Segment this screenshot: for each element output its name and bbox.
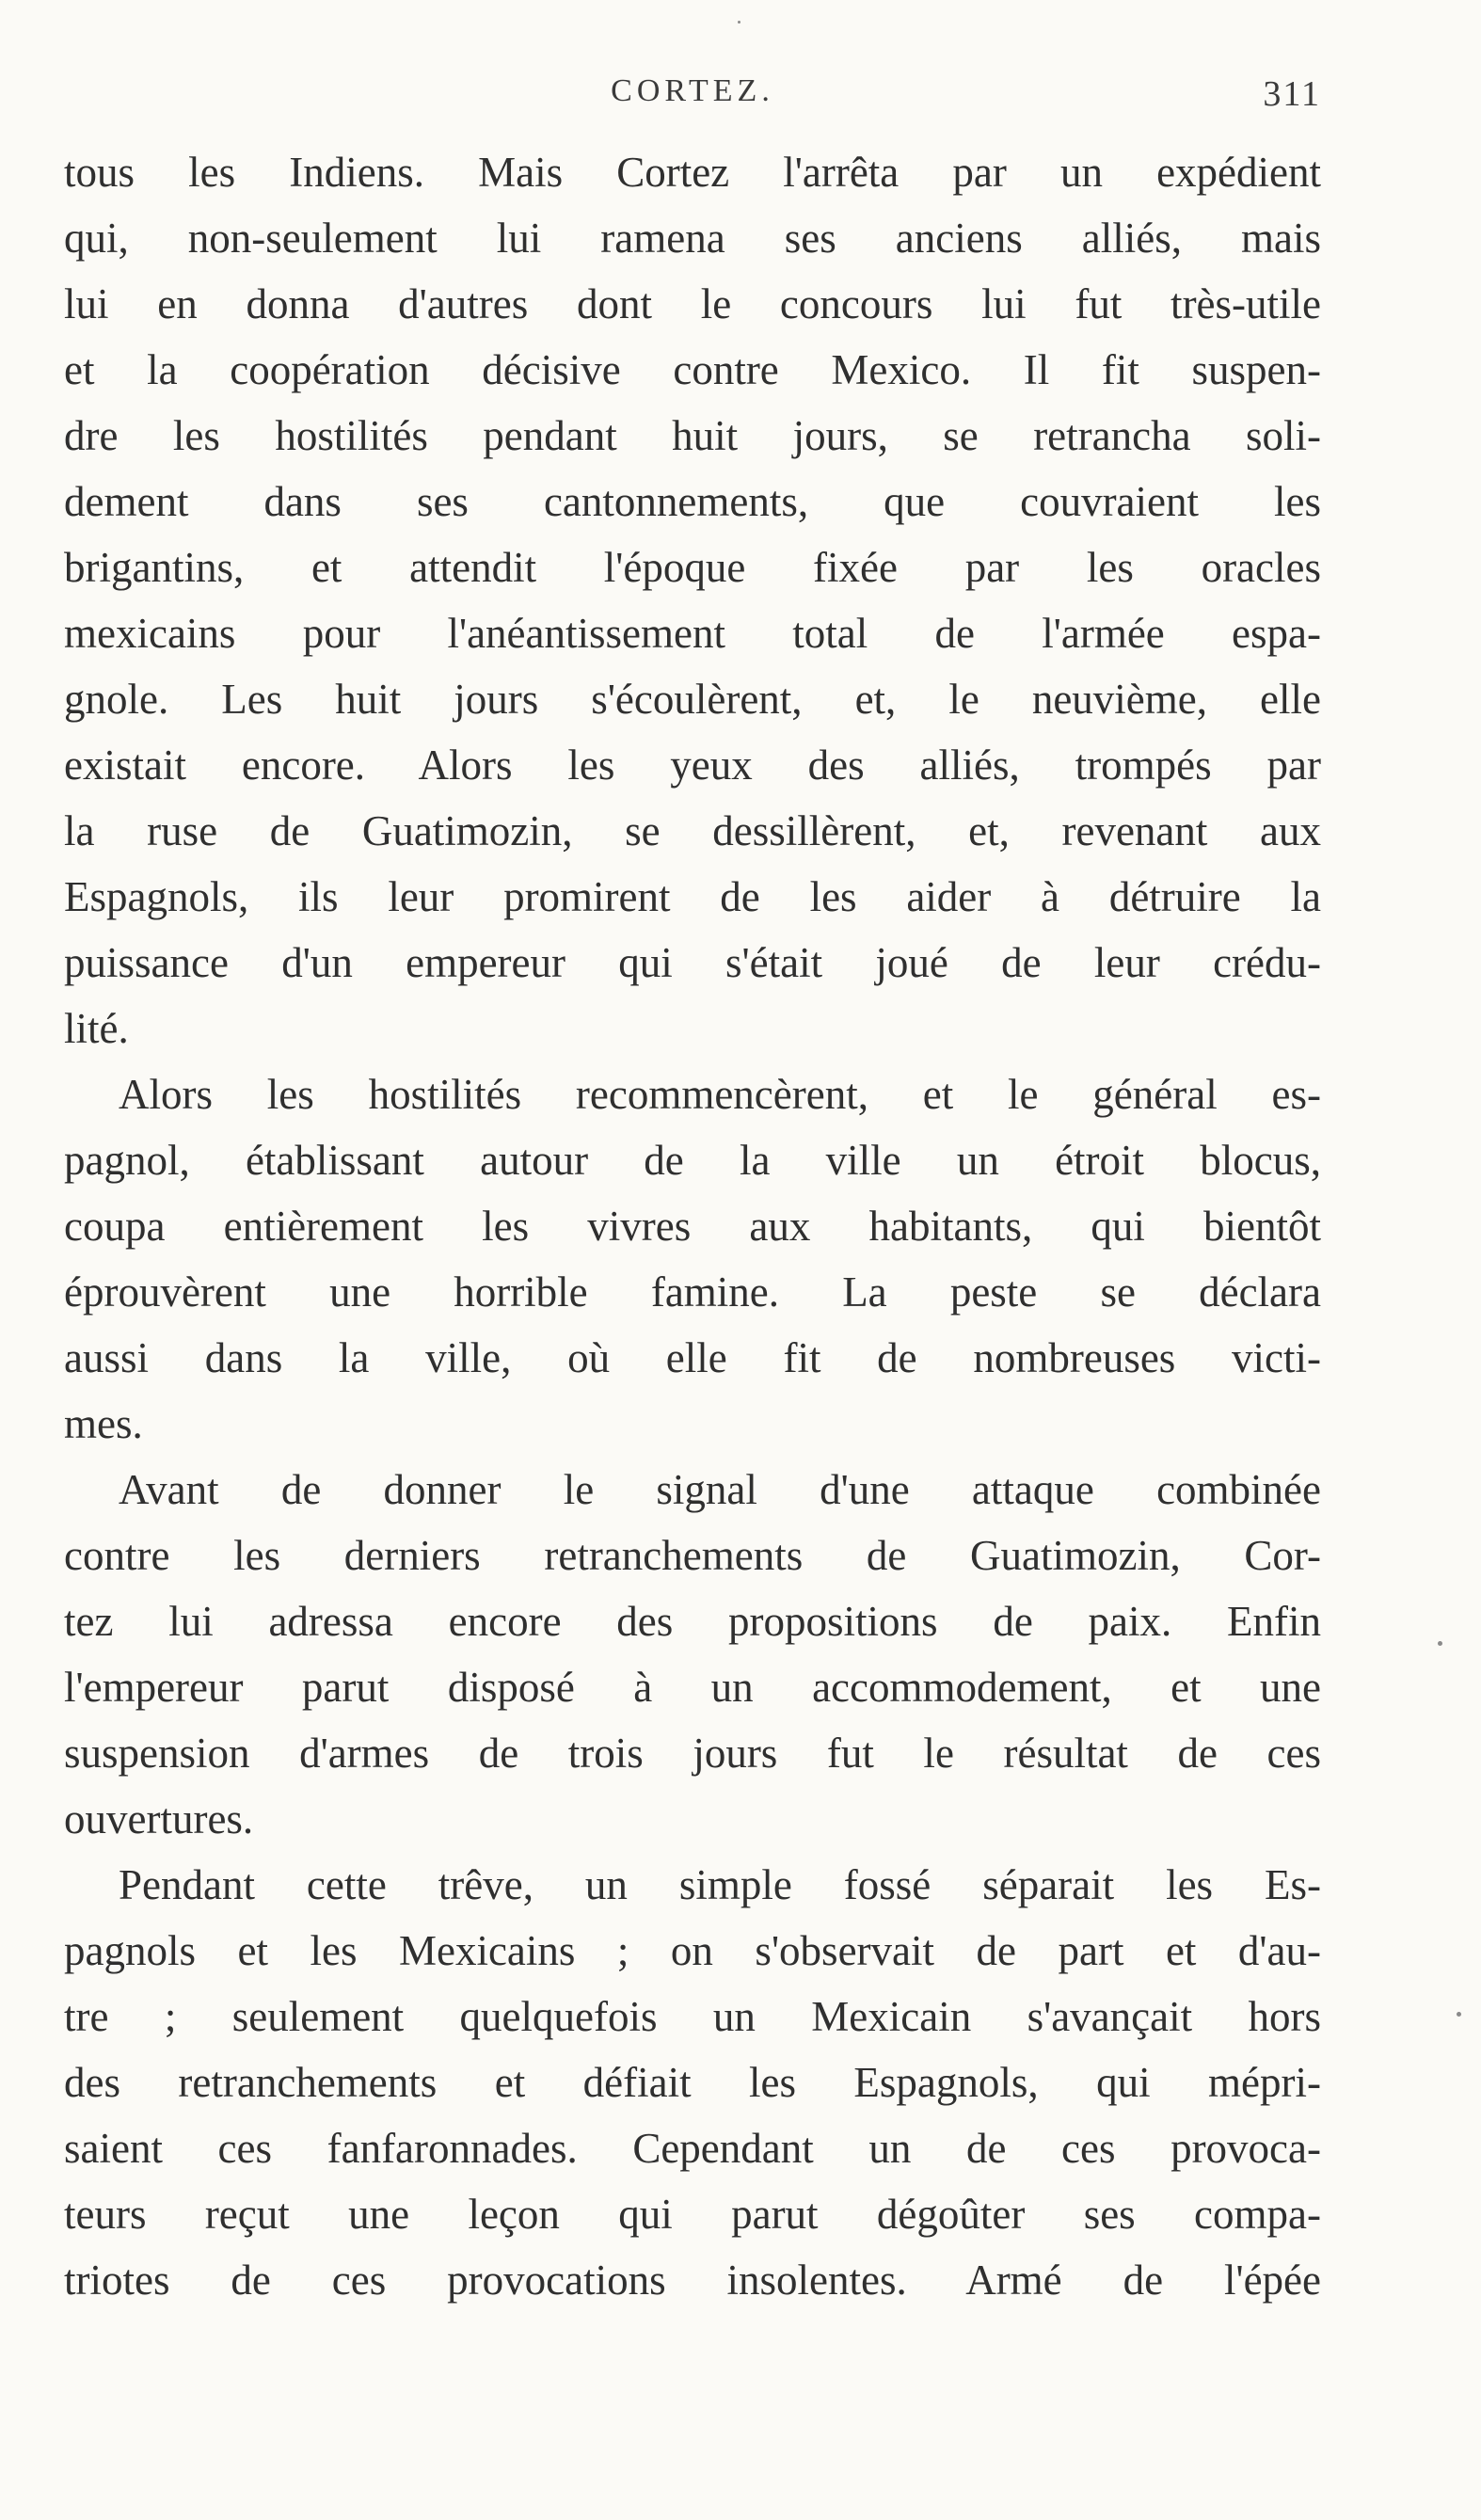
paragraph-end-line: lité.: [64, 1005, 129, 1052]
text-line: Espagnols, ils leur promirent de les aider à détruire la: [64, 873, 1321, 920]
page-number: 311: [1263, 74, 1321, 114]
text-line: puissance d'un empereur qui s'était joué de leur crédu-: [64, 939, 1321, 986]
text-line: teurs reçut une leçon qui parut dégoûter ses compa-: [64, 2191, 1321, 2238]
text-line: mexicains pour l'anéantissement total de l'armée espa-: [64, 610, 1321, 657]
text-line: triotes de ces provocations insolentes. Armé de l'épée: [64, 2257, 1321, 2304]
text-line: existait encore. Alors les yeux des alliés, trompés par: [64, 742, 1321, 789]
text-line: pagnols et les Mexicains ; on s'observait de part et d'au-: [64, 1927, 1321, 1974]
text-line: suspension d'armes de trois jours fut le résultat de ces: [64, 1730, 1321, 1777]
text-line: des retranchements et défiait les Espagnols, qui mépri-: [64, 2059, 1321, 2106]
body-text: [64, 139, 1321, 2313]
text-line: dre les hostilités pendant huit jours, se retrancha soli-: [64, 412, 1321, 459]
text-line: l'empereur parut disposé à un accommodement, et une: [64, 1664, 1321, 1711]
text-line: gnole. Les huit jours s'écoulèrent, et, le neuvième, elle: [64, 676, 1321, 723]
running-head: [64, 73, 1321, 114]
running-title: CORTEZ.: [611, 73, 774, 108]
text-line: qui, non-seulement lui ramena ses anciens alliés, mais: [64, 215, 1321, 262]
text-line: aussi dans la ville, où elle fit de nombreuses victi-: [64, 1334, 1321, 1381]
print-speck: [738, 21, 740, 24]
text-line: et la coopération décisive contre Mexico. Il fit suspen-: [64, 346, 1321, 393]
text-line: coupa entièrement les vivres aux habitants, qui bientôt: [64, 1203, 1321, 1250]
text-line: pagnol, établissant autour de la ville un étroit blocus,: [64, 1137, 1321, 1184]
text-line: brigantins, et attendit l'époque fixée par les oracles: [64, 544, 1321, 591]
paragraph-start-line: Alors les hostilités recommencèrent, et le général es-: [119, 1071, 1321, 1118]
text-line: contre les derniers retranchements de Guatimozin, Cor-: [64, 1532, 1321, 1579]
text-line: dement dans ses cantonnements, que couvraient les: [64, 478, 1321, 525]
print-speck: [1438, 1641, 1442, 1646]
paragraph-end-line: ouvertures.: [64, 1795, 254, 1842]
paragraph-end-line: mes.: [64, 1400, 143, 1447]
text-line: saient ces fanfaronnades. Cependant un de ces provoca-: [64, 2125, 1321, 2172]
paragraph-start-line: Pendant cette trêve, un simple fossé séparait les Es-: [119, 1861, 1321, 1908]
text-line: éprouvèrent une horrible famine. La peste se déclara: [64, 1268, 1321, 1316]
text-line: tous les Indiens. Mais Cortez l'arrêta par un expédient: [64, 149, 1321, 196]
paragraph-start-line: Avant de donner le signal d'une attaque combinée: [119, 1466, 1321, 1513]
text-line: tez lui adressa encore des propositions de paix. Enfin: [64, 1598, 1321, 1645]
text-line: la ruse de Guatimozin, se dessillèrent, et, revenant aux: [64, 807, 1321, 854]
print-speck: [1457, 2012, 1461, 2017]
text-line: tre ; seulement quelquefois un Mexicain s'avançait hors: [64, 1993, 1321, 2040]
text-line: lui en donna d'autres dont le concours lui fut très-utile: [64, 280, 1321, 327]
